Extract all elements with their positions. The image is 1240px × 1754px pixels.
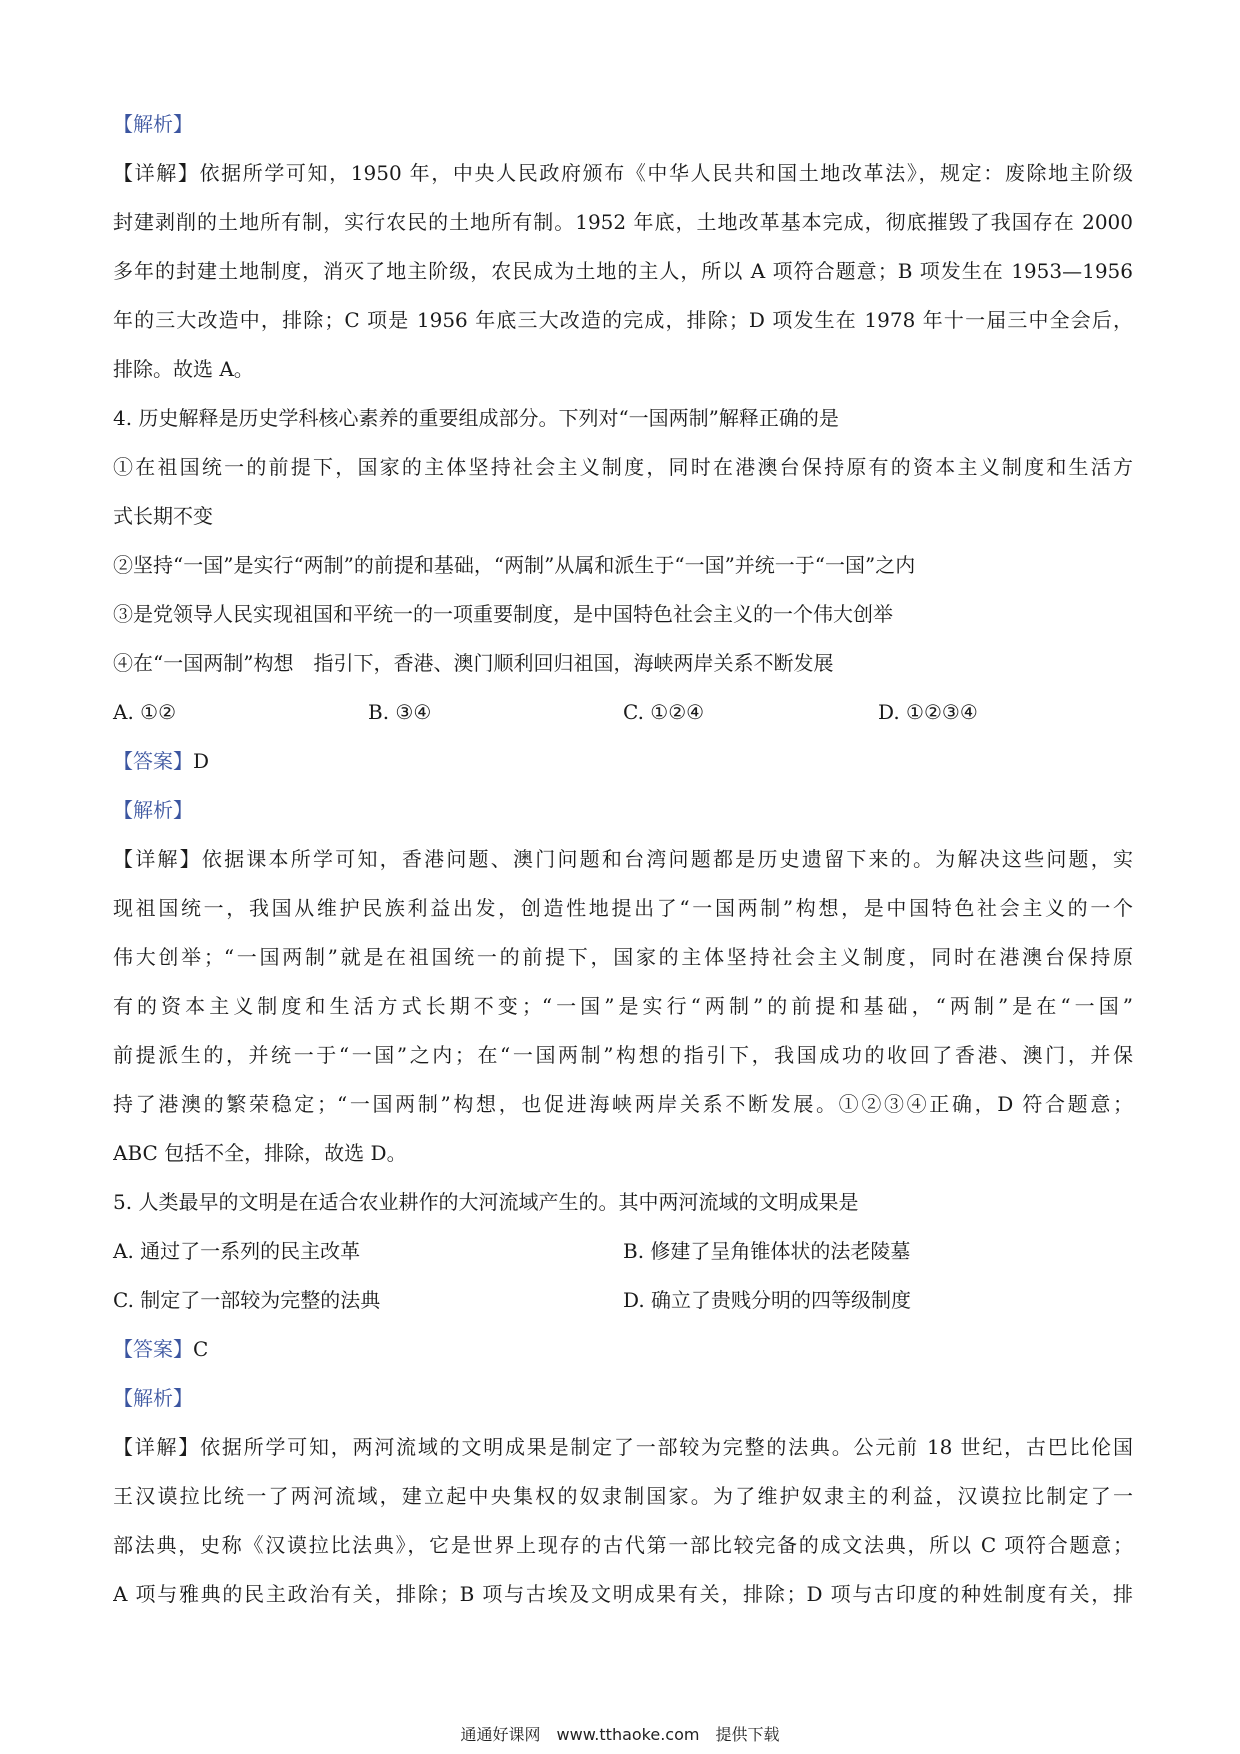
q5-option-b: B. 修建了呈角锥体状的法老陵墓 bbox=[623, 1239, 911, 1263]
q5-detail-line: 王汉谟拉比统一了两河流域，建立起中央集权的奴隶制国家。为了维护奴隶主的利益，汉谟拉比制定了一 bbox=[113, 1484, 1133, 1508]
q3-detail-line: 多年的封建土地制度，消灭了地主阶级，农民成为土地的主人，所以 A 项符合题意；B 项发生在 1953—1956 bbox=[113, 259, 1133, 283]
q4-detail-line: 【详解】依据课本所学可知，香港问题、澳门问题和台湾问题都是历史遗留下来的。为解决这些问题，实 bbox=[113, 847, 1133, 871]
q5-answer bbox=[113, 1325, 1133, 1374]
q4-analysis-tag: 【解析】 bbox=[113, 798, 193, 822]
q3-detail-line: 【详解】依据所学可知，1950 年，中央人民政府颁布《中华人民共和国土地改革法》，规定：废除地主阶级 bbox=[113, 161, 1133, 185]
q5-detail-line: A 项与雅典的民主政治有关，排除；B 项与古埃及文明成果有关，排除；D 项与古印度的种姓制度有关，排 bbox=[113, 1582, 1133, 1606]
q5-option-a: A. 通过了一系列的民主改革 bbox=[113, 1239, 361, 1263]
q4-detail-line: 现祖国统一，我国从维护民族利益出发，创造性地提出了“一国两制”构想，是中国特色社会主义的一个 bbox=[113, 896, 1133, 920]
q3-detail-line: 封建剥削的土地所有制，实行农民的土地所有制。1952 年底，土地改革基本完成，彻底摧毁了我国存在 2000 bbox=[113, 210, 1133, 234]
q4-stem: 4. 历史解释是历史学科核心素养的重要组成部分。下列对“一国两制”解释正确的是 bbox=[113, 406, 839, 430]
q4-statement: 式长期不变 bbox=[113, 504, 213, 528]
q4-detail-line: 有的资本主义制度和生活方式长期不变；“一国”是实行“两制”的前提和基础，“两制”是在“一国” bbox=[113, 994, 1133, 1018]
q5-answer-value: C bbox=[193, 1337, 209, 1361]
q4-option-d: D. ①②③④ bbox=[878, 700, 978, 724]
q4-detail-line: 前提派生的，并统一于“一国”之内；在“一国两制”构想的指引下，我国成功的收回了香港、澳门，并保 bbox=[113, 1043, 1133, 1067]
q5-detail-line: 部法典，史称《汉谟拉比法典》，它是世界上现存的古代第一部比较完备的成文法典，所以 C 项符合题意； bbox=[113, 1533, 1133, 1557]
q4-statement: ④在“一国两制”构想 指引下，香港、澳门顺利回归祖国，海峡两岸关系不断发展 bbox=[113, 651, 834, 675]
q4-detail-line: ABC 包括不全，排除，故选 D。 bbox=[113, 1141, 407, 1165]
q5-option-d: D. 确立了贵贱分明的四等级制度 bbox=[623, 1288, 912, 1312]
q4-statement: ②坚持“一国”是实行“两制”的前提和基础，“两制”从属和派生于“一国”并统一于“一国”之内 bbox=[113, 553, 916, 577]
q3-analysis-tag: 【解析】 bbox=[113, 112, 193, 136]
page-content bbox=[113, 100, 1133, 1619]
q4-detail-line: 持了港澳的繁荣稳定；“一国两制”构想，也促进海峡两岸关系不断发展。①②③④正确，D 符合题意； bbox=[113, 1092, 1133, 1116]
q4-statement: ③是党领导人民实现祖国和平统一的一项重要制度，是中国特色社会主义的一个伟大创举 bbox=[113, 602, 893, 626]
q4-answer-tag: 【答案】 bbox=[113, 749, 193, 773]
q4-detail-line: 伟大创举；“一国两制”就是在祖国统一的前提下，国家的主体坚持社会主义制度，同时在港澳台保持原 bbox=[113, 945, 1133, 969]
q5-stem: 5. 人类最早的文明是在适合农业耕作的大河流域产生的。其中两河流域的文明成果是 bbox=[113, 1190, 859, 1214]
q5-answer-tag: 【答案】 bbox=[113, 1337, 193, 1361]
q4-option-a: A. ①② bbox=[113, 700, 177, 724]
page-footer: 通通好课网 www.tthaoke.com 提供下载 bbox=[460, 1725, 780, 1744]
q4-statement: ①在祖国统一的前提下，国家的主体坚持社会主义制度，同时在港澳台保持原有的资本主义制度和生活方 bbox=[113, 455, 1133, 479]
q5-detail-line: 【详解】依据所学可知，两河流域的文明成果是制定了一部较为完整的法典。公元前 18 世纪，古巴比伦国 bbox=[113, 1435, 1133, 1459]
q4-answer-value: D bbox=[193, 749, 210, 773]
q5-options-row-2 bbox=[113, 1276, 1133, 1325]
q3-detail-line: 年的三大改造中，排除；C 项是 1956 年底三大改造的完成，排除；D 项发生在 1978 年十一届三中全会后， bbox=[113, 308, 1133, 332]
q5-options-row-1 bbox=[113, 1227, 1133, 1276]
q3-detail-line: 排除。故选 A。 bbox=[113, 357, 254, 381]
q5-option-c: C. 制定了一部较为完整的法典 bbox=[113, 1288, 381, 1312]
q4-option-b: B. ③④ bbox=[368, 700, 432, 724]
q5-analysis-tag: 【解析】 bbox=[113, 1386, 193, 1410]
q4-answer bbox=[113, 737, 1133, 786]
q4-option-c: C. ①②④ bbox=[623, 700, 705, 724]
q4-options bbox=[113, 688, 1133, 737]
